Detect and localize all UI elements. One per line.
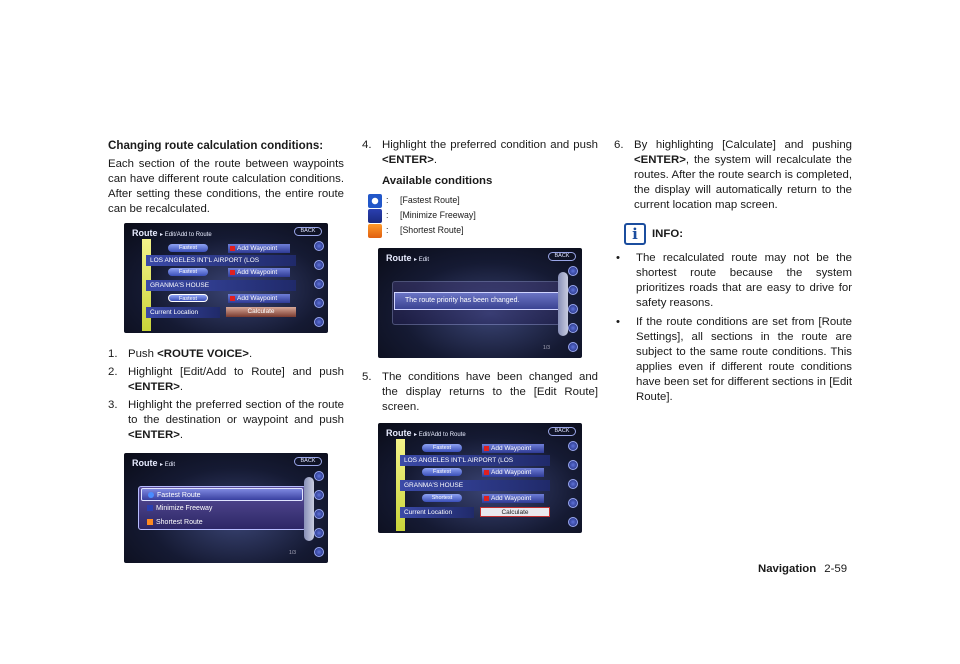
page-number: 2-59	[824, 563, 848, 575]
available-conditions-heading: Available conditions	[382, 175, 493, 187]
condition-pill: Fastest	[422, 468, 462, 476]
page-indicator: 1/3	[543, 345, 550, 351]
back-button: BACK	[294, 457, 322, 466]
intro-paragraph: Each section of the route between waypoints can have different route calculation conditions. After setting these conditions, the entire route can be recalculated.	[108, 158, 344, 215]
back-button: BACK	[548, 427, 576, 436]
info-label: INFO:	[652, 227, 684, 240]
shortest-route-icon	[368, 224, 382, 238]
screen-title: Route ▸ Edit	[132, 458, 176, 468]
current-location-row: Current Location	[146, 307, 220, 318]
list-item: Minimize Freeway	[141, 502, 303, 515]
step-3: 3. Highlight the preferred section of the route to the destination or waypoint and push <ENTER>.	[108, 399, 344, 441]
condition-pill: Fastest	[168, 244, 208, 252]
condition-pill: Fastest	[168, 268, 208, 276]
footer-section: Navigation	[758, 563, 817, 575]
column-3	[614, 138, 852, 405]
side-controls	[314, 241, 326, 327]
page-footer	[758, 562, 847, 577]
add-waypoint: Add Waypoint	[228, 268, 290, 277]
screenshot-edit-list	[124, 453, 328, 563]
screen-title: Route ▸ Edit/Add to Route	[386, 428, 466, 438]
section-heading: Changing route calculation conditions:	[108, 139, 324, 152]
current-location-row: Current Location	[400, 507, 474, 518]
add-waypoint: Add Waypoint	[228, 244, 290, 253]
waypoint-row: GRANMA'S HOUSE	[400, 480, 550, 491]
scrollbar	[304, 477, 314, 541]
condition-pill-shortest: Shortest	[422, 494, 462, 502]
condition-shortest: : [Shortest Route]	[368, 223, 598, 238]
column-1	[108, 138, 344, 563]
list-item: Fastest Route	[141, 488, 303, 501]
clock-icon	[148, 492, 154, 498]
screenshot-edit-route-updated	[378, 423, 582, 533]
step-2: 2. Highlight [Edit/Add to Route] and push <ENTER>.	[108, 366, 344, 393]
calculate-button: Calculate	[226, 307, 296, 317]
priority-message: The route priority has been changed.	[394, 292, 562, 310]
step-5: 5. The conditions have been changed and the display returns to the [Edit Route] screen.	[362, 371, 598, 413]
fastest-route-icon	[368, 194, 382, 208]
screenshot-edit-add-route	[124, 223, 328, 333]
add-waypoint: Add Waypoint	[228, 294, 290, 303]
back-button: BACK	[548, 252, 576, 261]
screenshot-priority-changed	[378, 248, 582, 358]
destination-row: LOS ANGELES INT'L AIRPORT (LOS	[400, 455, 550, 466]
screen-title: Route ▸ Edit/Add to Route	[132, 228, 212, 238]
screen-title: Route ▸ Edit	[386, 253, 430, 263]
condition-list	[138, 486, 306, 530]
column-2	[362, 138, 598, 533]
available-conditions	[362, 174, 598, 238]
add-waypoint: Add Waypoint	[482, 494, 544, 503]
add-waypoint: Add Waypoint	[482, 468, 544, 477]
side-controls	[568, 441, 580, 527]
side-controls	[314, 471, 326, 557]
info-bullet-1: • The recalculated route may not be the shortest route because the system prioritizes roads that are easy to drive for safety reasons.	[616, 252, 852, 309]
page-indicator: 1/3	[289, 550, 296, 556]
step-4: 4. Highlight the preferred condition and push <ENTER>.	[362, 139, 598, 166]
condition-minimize-freeway: : [Minimize Freeway]	[368, 208, 598, 223]
add-waypoint: Add Waypoint	[482, 444, 544, 453]
step-6: 6. By highlighting [Calculate] and pushing <ENTER>, the system will recalculate the routes. After the route search is completed, the display will automatically return to the current location map screen.	[614, 139, 852, 211]
side-controls	[568, 266, 580, 352]
info-header	[624, 223, 852, 245]
info-bullet-2: • If the route conditions are set from [Route Settings], all sections in the route are subject to the same route conditions. This applies even if different route conditions have been set for different sections in [Edit Route].	[616, 316, 852, 403]
step-1: 1. Push <ROUTE VOICE>.	[108, 348, 253, 360]
condition-pill: Fastest	[422, 444, 462, 452]
waypoint-row: GRANMA'S HOUSE	[146, 280, 296, 291]
condition-fastest: : [Fastest Route]	[368, 193, 598, 208]
back-button: BACK	[294, 227, 322, 236]
shortcut-icon	[147, 519, 153, 525]
info-icon: i	[624, 223, 646, 245]
calculate-button-highlighted: Calculate	[480, 507, 550, 517]
minimize-freeway-icon	[368, 209, 382, 223]
scrollbar	[558, 272, 568, 336]
list-item: Shortest Route	[141, 516, 303, 529]
destination-row: LOS ANGELES INT'L AIRPORT (LOS	[146, 255, 296, 266]
freeway-icon	[147, 505, 153, 511]
condition-pill-selected: Fastest	[168, 294, 208, 302]
